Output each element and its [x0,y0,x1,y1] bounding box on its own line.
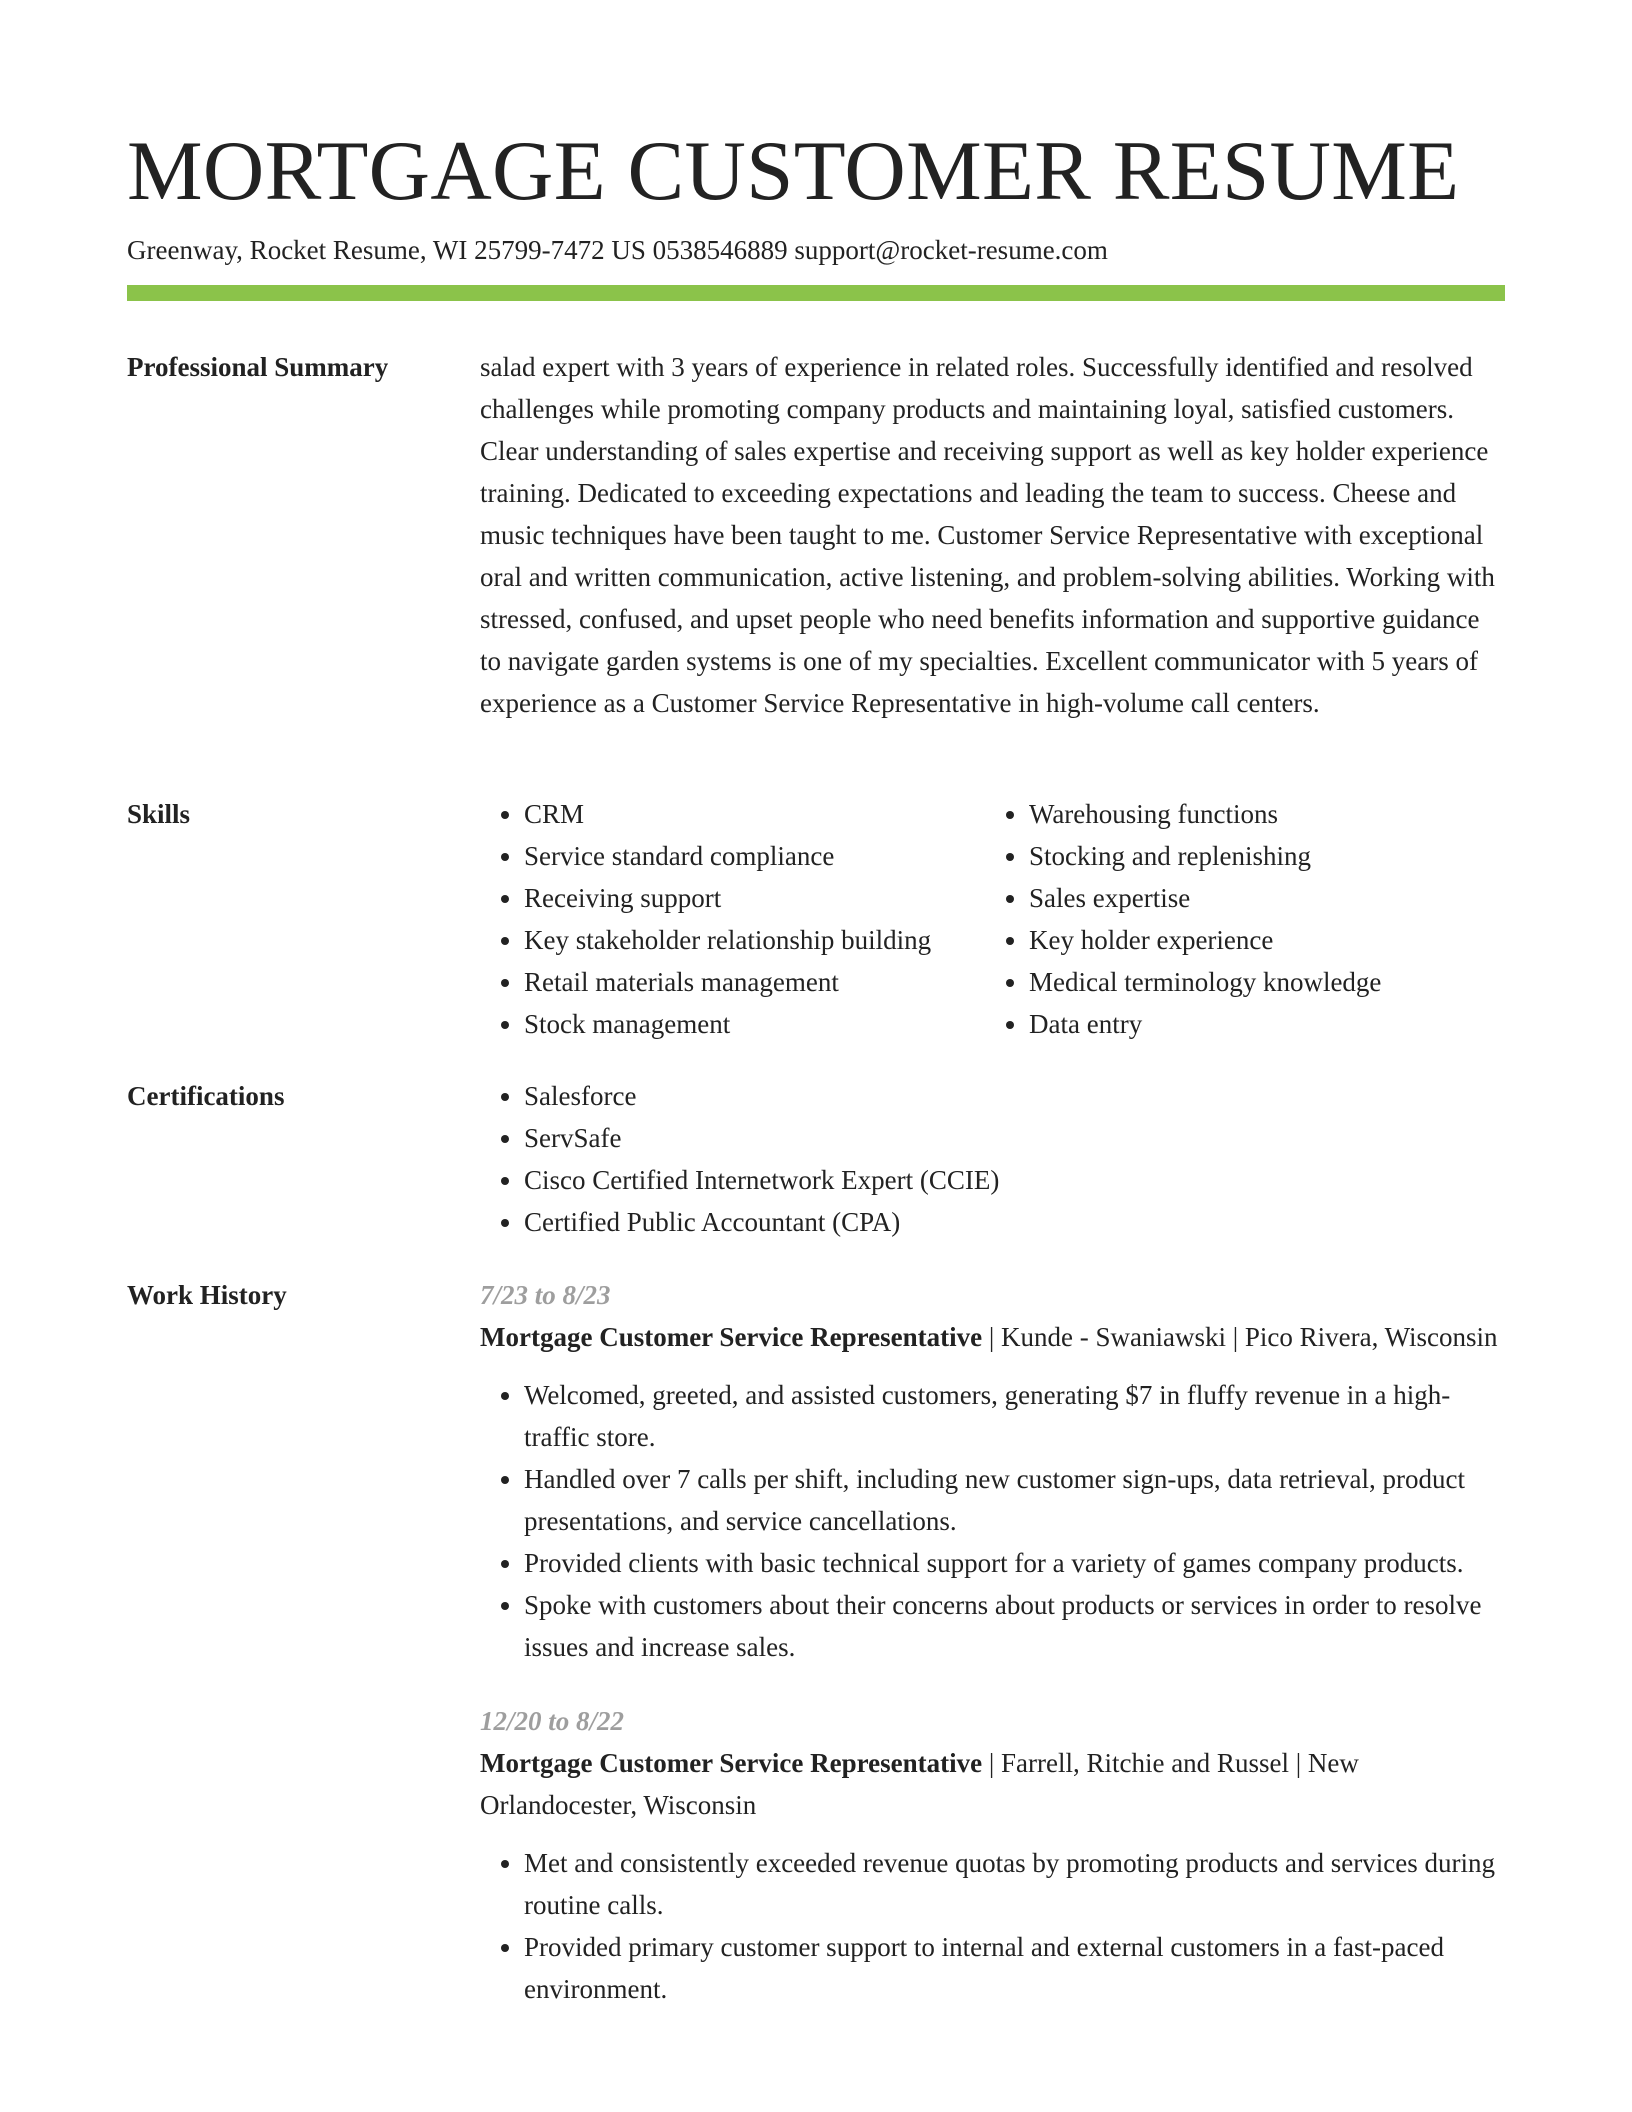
section-title-work-history: Work History [127,1280,287,1310]
header-divider [127,285,1505,301]
job-title: Mortgage Customer Service Representative [480,1322,983,1352]
job-bullet: • Handled over 7 calls per shift, including new customer sign-ups, data retrieval, product presentations, and service cancellations. [524,1458,1505,1542]
skill-item: • Key stakeholder relationship building [524,919,985,961]
skills-list-right [985,793,1490,1045]
skill-item: • Key holder experience [1029,919,1490,961]
certifications-list [480,1075,1505,1243]
job-bullet: • Spoke with customers about their concerns about products or services in order to resolve issues and increase sales. [524,1584,1505,1668]
job-dates: 7/23 to 8/23 [480,1280,611,1310]
certification-item: • Cisco Certified Internetwork Expert (CCIE) [524,1159,1505,1201]
summary-text: salad expert with 3 years of experience in related roles. Successfully identified and resolved challenges while promoting company products and maintaining loyal, satisfied customers. Clear understanding of sales expertise and receiving support as well as key holder experience training. Dedicated to exceeding expectations and leading the team to success. Cheese and music techniques have been taught to me. Customer Service Representative with exceptional oral and written communication, active listening, and problem-solving abilities. Working with stressed, confused, and upset people who need benefits information and supportive guidance to navigate garden systems is one of my specialties. Excellent communicator with 5 years of experience as a Customer Service Representative in high-volume call centers. [480,352,1495,718]
job-entry [480,1700,1505,2010]
skill-item: • Warehousing functions [1029,793,1490,835]
job-bullets [480,1842,1505,2010]
job-bullet: • Welcomed, greeted, and assisted customers, generating $7 in fluffy revenue in a high-traffic store. [524,1374,1505,1458]
resume-name: MORTGAGE CUSTOMER RESUME [127,124,1460,218]
section-title-certifications: Certifications [127,1081,285,1111]
job-heading [480,1742,1505,1826]
contact-line: Greenway, Rocket Resume, WI 25799-7472 US 0538546889 support@rocket-resume.com [127,235,1108,265]
job-bullet: • Provided primary customer support to internal and external customers in a fast-paced environment. [524,1926,1505,2010]
job-bullet: • Provided clients with basic technical support for a variety of games company products. [524,1542,1505,1584]
job-details: | Kunde - Swaniawski | Pico Rivera, Wisconsin [982,1322,1498,1352]
job-title: Mortgage Customer Service Representative [480,1748,983,1778]
skills-list-left [480,793,985,1045]
skill-item: • Service standard compliance [524,835,985,877]
skill-item: • Retail materials management [524,961,985,1003]
section-title-skills: Skills [127,799,191,829]
job-dates: 12/20 to 8/22 [480,1706,625,1736]
skill-item: • Stock management [524,1003,985,1045]
summary-content [480,346,1505,724]
certifications-content [480,1075,1505,1243]
certification-item: • Certified Public Accountant (CPA) [524,1201,1505,1243]
work-history-content [480,1274,1505,2010]
skills-column-left [480,793,985,1045]
skill-item: • Stocking and replenishing [1029,835,1490,877]
skill-item: • Data entry [1029,1003,1490,1045]
job-bullet: • Met and consistently exceeded revenue quotas by promoting products and services during routine calls. [524,1842,1505,1926]
certification-item: • Salesforce [524,1075,1505,1117]
skill-item: • Medical terminology knowledge [1029,961,1490,1003]
skill-item: • CRM [524,793,985,835]
skill-item: • Sales expertise [1029,877,1490,919]
skills-column-right [985,793,1490,1045]
job-details: | Farrell, Ritchie and Russel | New Orlandocester, Wisconsin [480,1748,1359,1820]
job-entry [480,1274,1505,1668]
skill-item: • Receiving support [524,877,985,919]
skills-grid [480,793,1505,1045]
job-bullets [480,1374,1505,1668]
certification-item: • ServSafe [524,1117,1505,1159]
section-title-summary: Professional Summary [127,352,389,382]
job-heading [480,1316,1505,1358]
